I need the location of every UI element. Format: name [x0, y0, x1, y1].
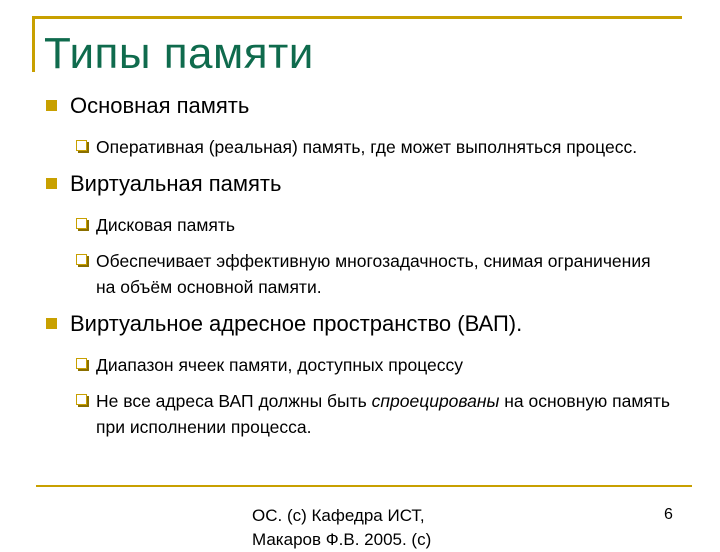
hollow-square-bullet-icon — [76, 254, 87, 265]
slide-footer: ОС. (с) Кафедра ИСТ, Макаров Ф.В. 2005. (с) — [252, 506, 432, 549]
sub-bullet-mapping-text-before: Не все адреса ВАП должны быть — [96, 391, 372, 411]
slide-frame-bottom-line — [36, 485, 692, 487]
bullet-main-memory — [44, 92, 674, 120]
slide-title: Типы памяти — [44, 29, 314, 78]
square-bullet-icon — [46, 100, 57, 111]
square-bullet-icon — [46, 318, 57, 329]
hollow-square-bullet-icon — [76, 140, 87, 151]
page-number: 6 — [664, 506, 673, 523]
square-bullet-icon — [46, 178, 57, 189]
slide-frame-left-line — [32, 16, 35, 72]
sub-bullet-ram-text: Оперативная (реальная) память, где может выполняться процесс. — [96, 137, 638, 157]
sub-bullet-disk-memory — [76, 212, 674, 238]
sub-bullet-disk-memory-text: Дисковая память — [96, 215, 235, 235]
hollow-square-bullet-icon — [76, 218, 87, 229]
bullet-virtual-memory-label: Виртуальная память — [70, 171, 282, 196]
bullet-main-memory-label: Основная память — [70, 93, 250, 118]
sub-bullet-multitasking — [76, 248, 674, 300]
sub-bullet-address-range-text: Диапазон ячеек памяти, доступных процессу — [96, 355, 464, 375]
sub-bullet-ram — [76, 134, 674, 160]
bullet-virtual-address-space — [44, 310, 674, 338]
bullet-virtual-address-space-label: Виртуальное адресное пространство (ВАП). — [70, 311, 523, 336]
hollow-square-bullet-icon — [76, 358, 87, 369]
sub-bullet-mapping-text-after: на основную память при исполнении процесса. — [96, 391, 670, 437]
hollow-square-bullet-icon — [76, 394, 87, 405]
sub-bullet-mapping — [76, 388, 674, 440]
sub-bullet-mapping-italic: спроецированы — [371, 391, 500, 411]
sub-bullet-multitasking-text: Обеспечивает эффективную многозадачность, снимая ограничения на объём основной памяти. — [96, 251, 651, 297]
bullet-virtual-memory — [44, 170, 674, 198]
slide-frame-top-line — [32, 16, 682, 19]
sub-bullet-address-range — [76, 352, 674, 378]
slide-content — [44, 92, 674, 450]
